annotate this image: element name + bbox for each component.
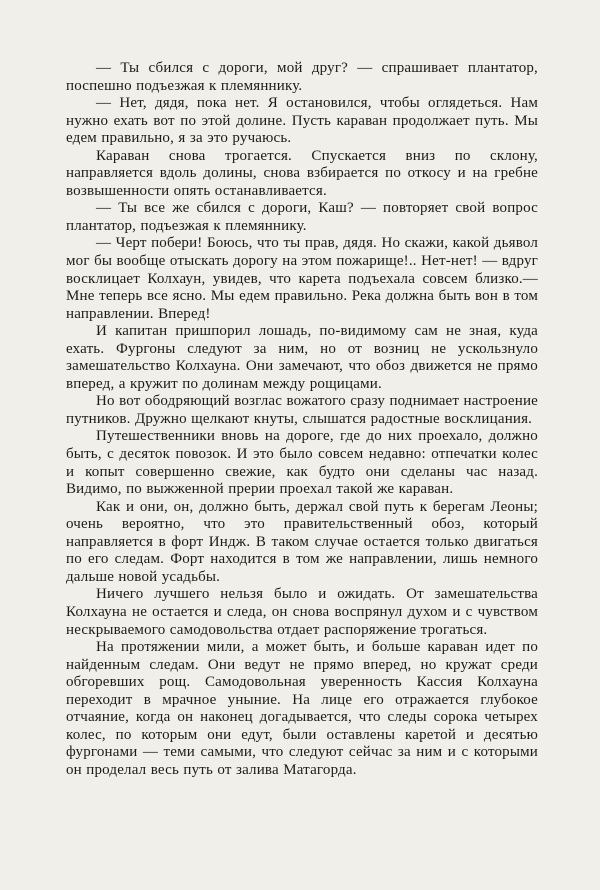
paragraph: Как и они, он, должно быть, держал свой путь к берегам Леоны; очень вероятно, что это правительственный обоз, который направляется в форт Индж. В таком случае остается только двигаться по его следам. Форт находится в том же направлении, лишь немного дальше новой усадьбы.	[66, 498, 538, 585]
paragraph-dialogue: — Черт побери! Боюсь, что ты прав, дядя. Но скажи, какой дьявол мог бы вообще отыскать дорогу на этом пожарище!.. Нет-нет! — вдруг восклицает Колхаун, увидев, что карета подъехала совсем близко.— Мне теперь все ясно. Мы едем правильно. Река должна быть вон в том направлении. Вперед!	[66, 235, 538, 322]
paragraph: И капитан пришпорил лошадь, по-видимому сам не зная, куда ехать. Фургоны следуют за ним, но от возниц не ускользнуло замешательство Колхауна. Они замечают, что обоз движется не прямо вперед, а кружит по долинам между рощицами.	[66, 323, 538, 392]
page-text	[66, 60, 538, 779]
paragraph-dialogue: — Ты сбился с дороги, мой друг? — спрашивает плантатор, поспешно подъезжая к племяннику.	[66, 60, 538, 94]
paragraph: Но вот ободряющий возглас вожатого сразу поднимает настроение путников. Дружно щелкают кнуты, слышатся радостные восклицания.	[66, 393, 538, 427]
paragraph-dialogue: — Нет, дядя, пока нет. Я остановился, чтобы оглядеться. Нам нужно ехать вот по этой долине. Пусть караван продолжает путь. Мы едем правильно, я за это ручаюсь.	[66, 95, 538, 147]
paragraph: Караван снова трогается. Спускается вниз по склону, направляется вдоль долины, снова взбирается по откосу и на гребне возвышенности опять останавливается.	[66, 147, 538, 199]
paragraph-dialogue: — Ты все же сбился с дороги, Каш? — повторяет свой вопрос плантатор, подъезжая к племяннику.	[66, 200, 538, 234]
paragraph: Путешественники вновь на дороге, где до них проехало, должно быть, с десяток повозок. И это было совсем недавно: отпечатки колес и копыт совершенно свежие, как будто они сделаны час назад. Видимо, по выжженной прерии проехал такой же караван.	[66, 428, 538, 498]
paragraph: На протяжении мили, а может быть, и больше караван идет по найденным следам. Они ведут не прямо вперед, но кружат среди обгоревших рощ. Самодовольная уверенность Кассия Колхауна переходит в мрачное уныние. На лице его отражается глубокое отчаяние, когда он наконец догадывается, что следы сорока четырех колес, по которым они едут, были оставлены каретой и десятью фургонами — теми самыми, что следуют сейчас за ним и с которыми он проделал весь путь от залива Матагорда.	[66, 639, 538, 778]
paragraph: Ничего лучшего нельзя было и ожидать. От замешательства Колхауна не остается и следа, он снова воспрянул духом и с чувством нескрываемого самодовольства отдает распоряжение трогаться.	[66, 586, 538, 638]
